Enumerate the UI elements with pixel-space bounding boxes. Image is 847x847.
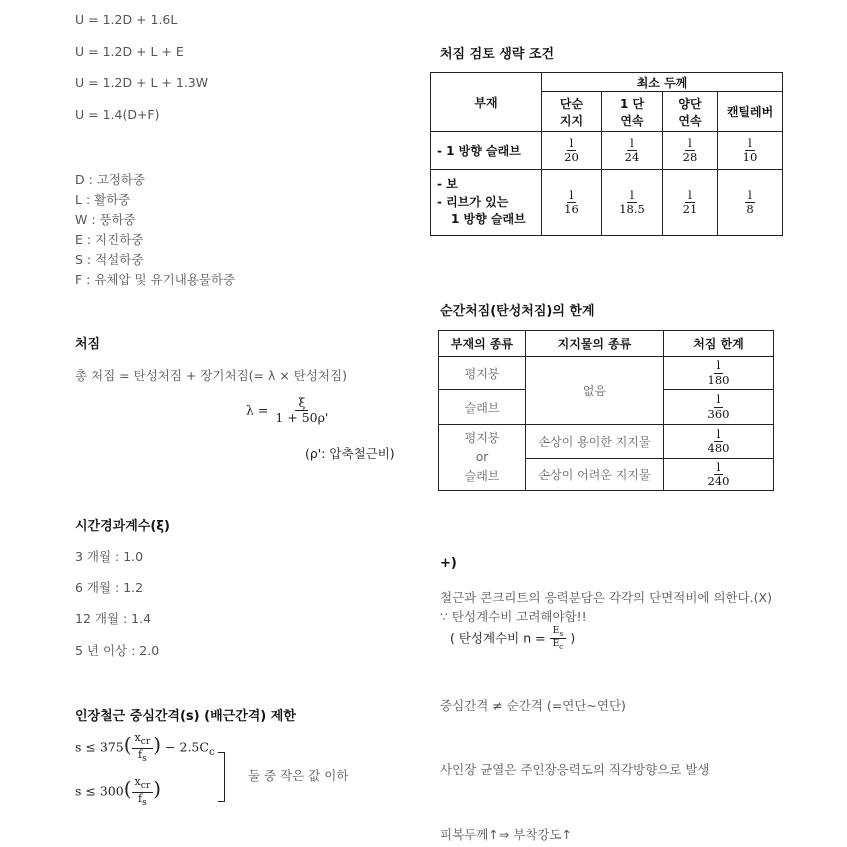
deflection-limit-header: 처짐 한계 bbox=[664, 331, 774, 357]
limit-flat-roof: $\frac{l}{180}$ bbox=[664, 357, 774, 390]
cell-slab-cantilever: $\frac{l}{10}$ bbox=[718, 132, 783, 170]
member-slab: 슬래브 bbox=[439, 390, 526, 425]
cell-slab-simple: $\frac{l}{20}$ bbox=[542, 132, 602, 170]
member-type-header: 부재의 종류 bbox=[439, 331, 526, 357]
note-spacing: 중심간격 ≠ 순간격 (=연단~연단) bbox=[440, 698, 626, 713]
spacing-bracket bbox=[218, 752, 225, 802]
load-def-dead: D : 고정하중 bbox=[75, 172, 146, 187]
member-flat-roof-or-slab: 평지붕 or 슬래브 bbox=[439, 425, 526, 491]
time-factor-6m: 6 개월 : 1.2 bbox=[75, 580, 144, 595]
cell-slab-both-ends: $\frac{l}{28}$ bbox=[663, 132, 718, 170]
deflection-omission-table bbox=[430, 72, 783, 236]
cell-beam-simple: $\frac{l}{16}$ bbox=[542, 170, 602, 236]
col-both-ends-continuous: 양단 연속 bbox=[663, 92, 718, 132]
notes-plus: +) bbox=[440, 556, 457, 571]
support-none: 없음 bbox=[526, 357, 664, 425]
spacing-note: 둘 중 작은 값 이하 bbox=[248, 768, 349, 783]
total-deflection-formula: 총 처짐 = 탄성처짐 + 장기처짐(= λ × 탄성처짐) bbox=[75, 368, 347, 383]
note-diagonal-crack: 사인장 균열은 주인장응력도의 직각방향으로 발생 bbox=[440, 762, 710, 777]
member-flat-roof: 평지붕 bbox=[439, 357, 526, 390]
cell-slab-one-end: $\frac{l}{24}$ bbox=[602, 132, 663, 170]
lambda-formula: λ = $\frac{\xi}{1 + 50\rho'}$ bbox=[246, 395, 329, 426]
load-combo-3: U = 1.2D + L + 1.3W bbox=[75, 75, 209, 90]
table2-title: 순간처짐(탄성처짐)의 한계 bbox=[440, 304, 595, 319]
time-factor-12m: 12 개월 : 1.4 bbox=[75, 611, 152, 626]
note-cover-bond: 피복두께↑⇒ 부착강도↑ bbox=[440, 827, 572, 842]
rho-note: (ρ': 압축철근비) bbox=[305, 446, 395, 461]
note-stress-sharing: 철근과 콘크리트의 응력분담은 각각의 단면적비에 의한다.(X) bbox=[440, 590, 772, 605]
row-one-way-slab: - 1 방향 슬래브 bbox=[431, 132, 542, 170]
time-factor-heading: 시간경과계수(ξ) bbox=[75, 519, 170, 534]
time-factor-3m: 3 개월 : 1.0 bbox=[75, 549, 144, 564]
load-def-wind: W : 풍하중 bbox=[75, 212, 136, 227]
note-modular-ratio-formula: ( 탄성계수비 n = $\frac{E_s}{E_c}$ ) bbox=[450, 626, 576, 652]
load-def-fluid: F : 유체압 및 유기내용물하중 bbox=[75, 272, 236, 287]
col-cantilever: 캔틸레버 bbox=[718, 92, 783, 132]
cell-beam-both-ends: $\frac{l}{21}$ bbox=[663, 170, 718, 236]
spacing-formula-2: s ≤ 300( $\frac{x_{cr}}{f_s}$ ) bbox=[75, 775, 162, 808]
min-thickness-header: 최소 두께 bbox=[542, 73, 783, 92]
support-easily-damaged: 손상이 용이한 지지물 bbox=[526, 425, 664, 459]
limit-easily-damaged: $\frac{l}{480}$ bbox=[664, 425, 774, 459]
note-modular-ratio: ∵ 탄성계수비 고려해야함!! bbox=[440, 609, 587, 624]
load-combo-2: U = 1.2D + L + E bbox=[75, 44, 184, 59]
col-one-end-continuous: 1 단 연속 bbox=[602, 92, 663, 132]
limit-slab: $\frac{l}{360}$ bbox=[664, 390, 774, 425]
load-combo-4: U = 1.4(D+F) bbox=[75, 107, 160, 122]
load-def-snow: S : 적설하중 bbox=[75, 252, 144, 267]
load-combo-1: U = 1.2D + 1.6L bbox=[75, 12, 178, 27]
spacing-formula-1: s ≤ 375( $\frac{x_{cr}}{f_s}$ ) − $2.5C_c$ bbox=[75, 731, 215, 764]
deflection-heading: 처짐 bbox=[75, 337, 101, 352]
support-type-header: 지지물의 종류 bbox=[526, 331, 664, 357]
cell-beam-one-end: $\frac{l}{18.5}$ bbox=[602, 170, 663, 236]
load-def-live: L : 활하중 bbox=[75, 192, 131, 207]
row-beam-ribbed-slab: - 보 - 리브가 있는 1 방향 슬래브 bbox=[431, 170, 542, 236]
time-factor-5y: 5 년 이상 : 2.0 bbox=[75, 643, 160, 658]
limit-hardly-damaged: $\frac{l}{240}$ bbox=[664, 459, 774, 491]
cell-beam-cantilever: $\frac{l}{8}$ bbox=[718, 170, 783, 236]
table1-title: 처짐 검토 생략 조건 bbox=[440, 47, 555, 62]
load-def-earthquake: E : 지진하중 bbox=[75, 232, 144, 247]
instant-deflection-limit-table bbox=[438, 330, 774, 491]
spacing-heading: 인장철근 중심간격(s) (배근간격) 제한 bbox=[75, 709, 296, 724]
support-hardly-damaged: 손상이 어려운 지지물 bbox=[526, 459, 664, 491]
col-simple-support: 단순 지지 bbox=[542, 92, 602, 132]
member-header: 부재 bbox=[431, 73, 542, 132]
